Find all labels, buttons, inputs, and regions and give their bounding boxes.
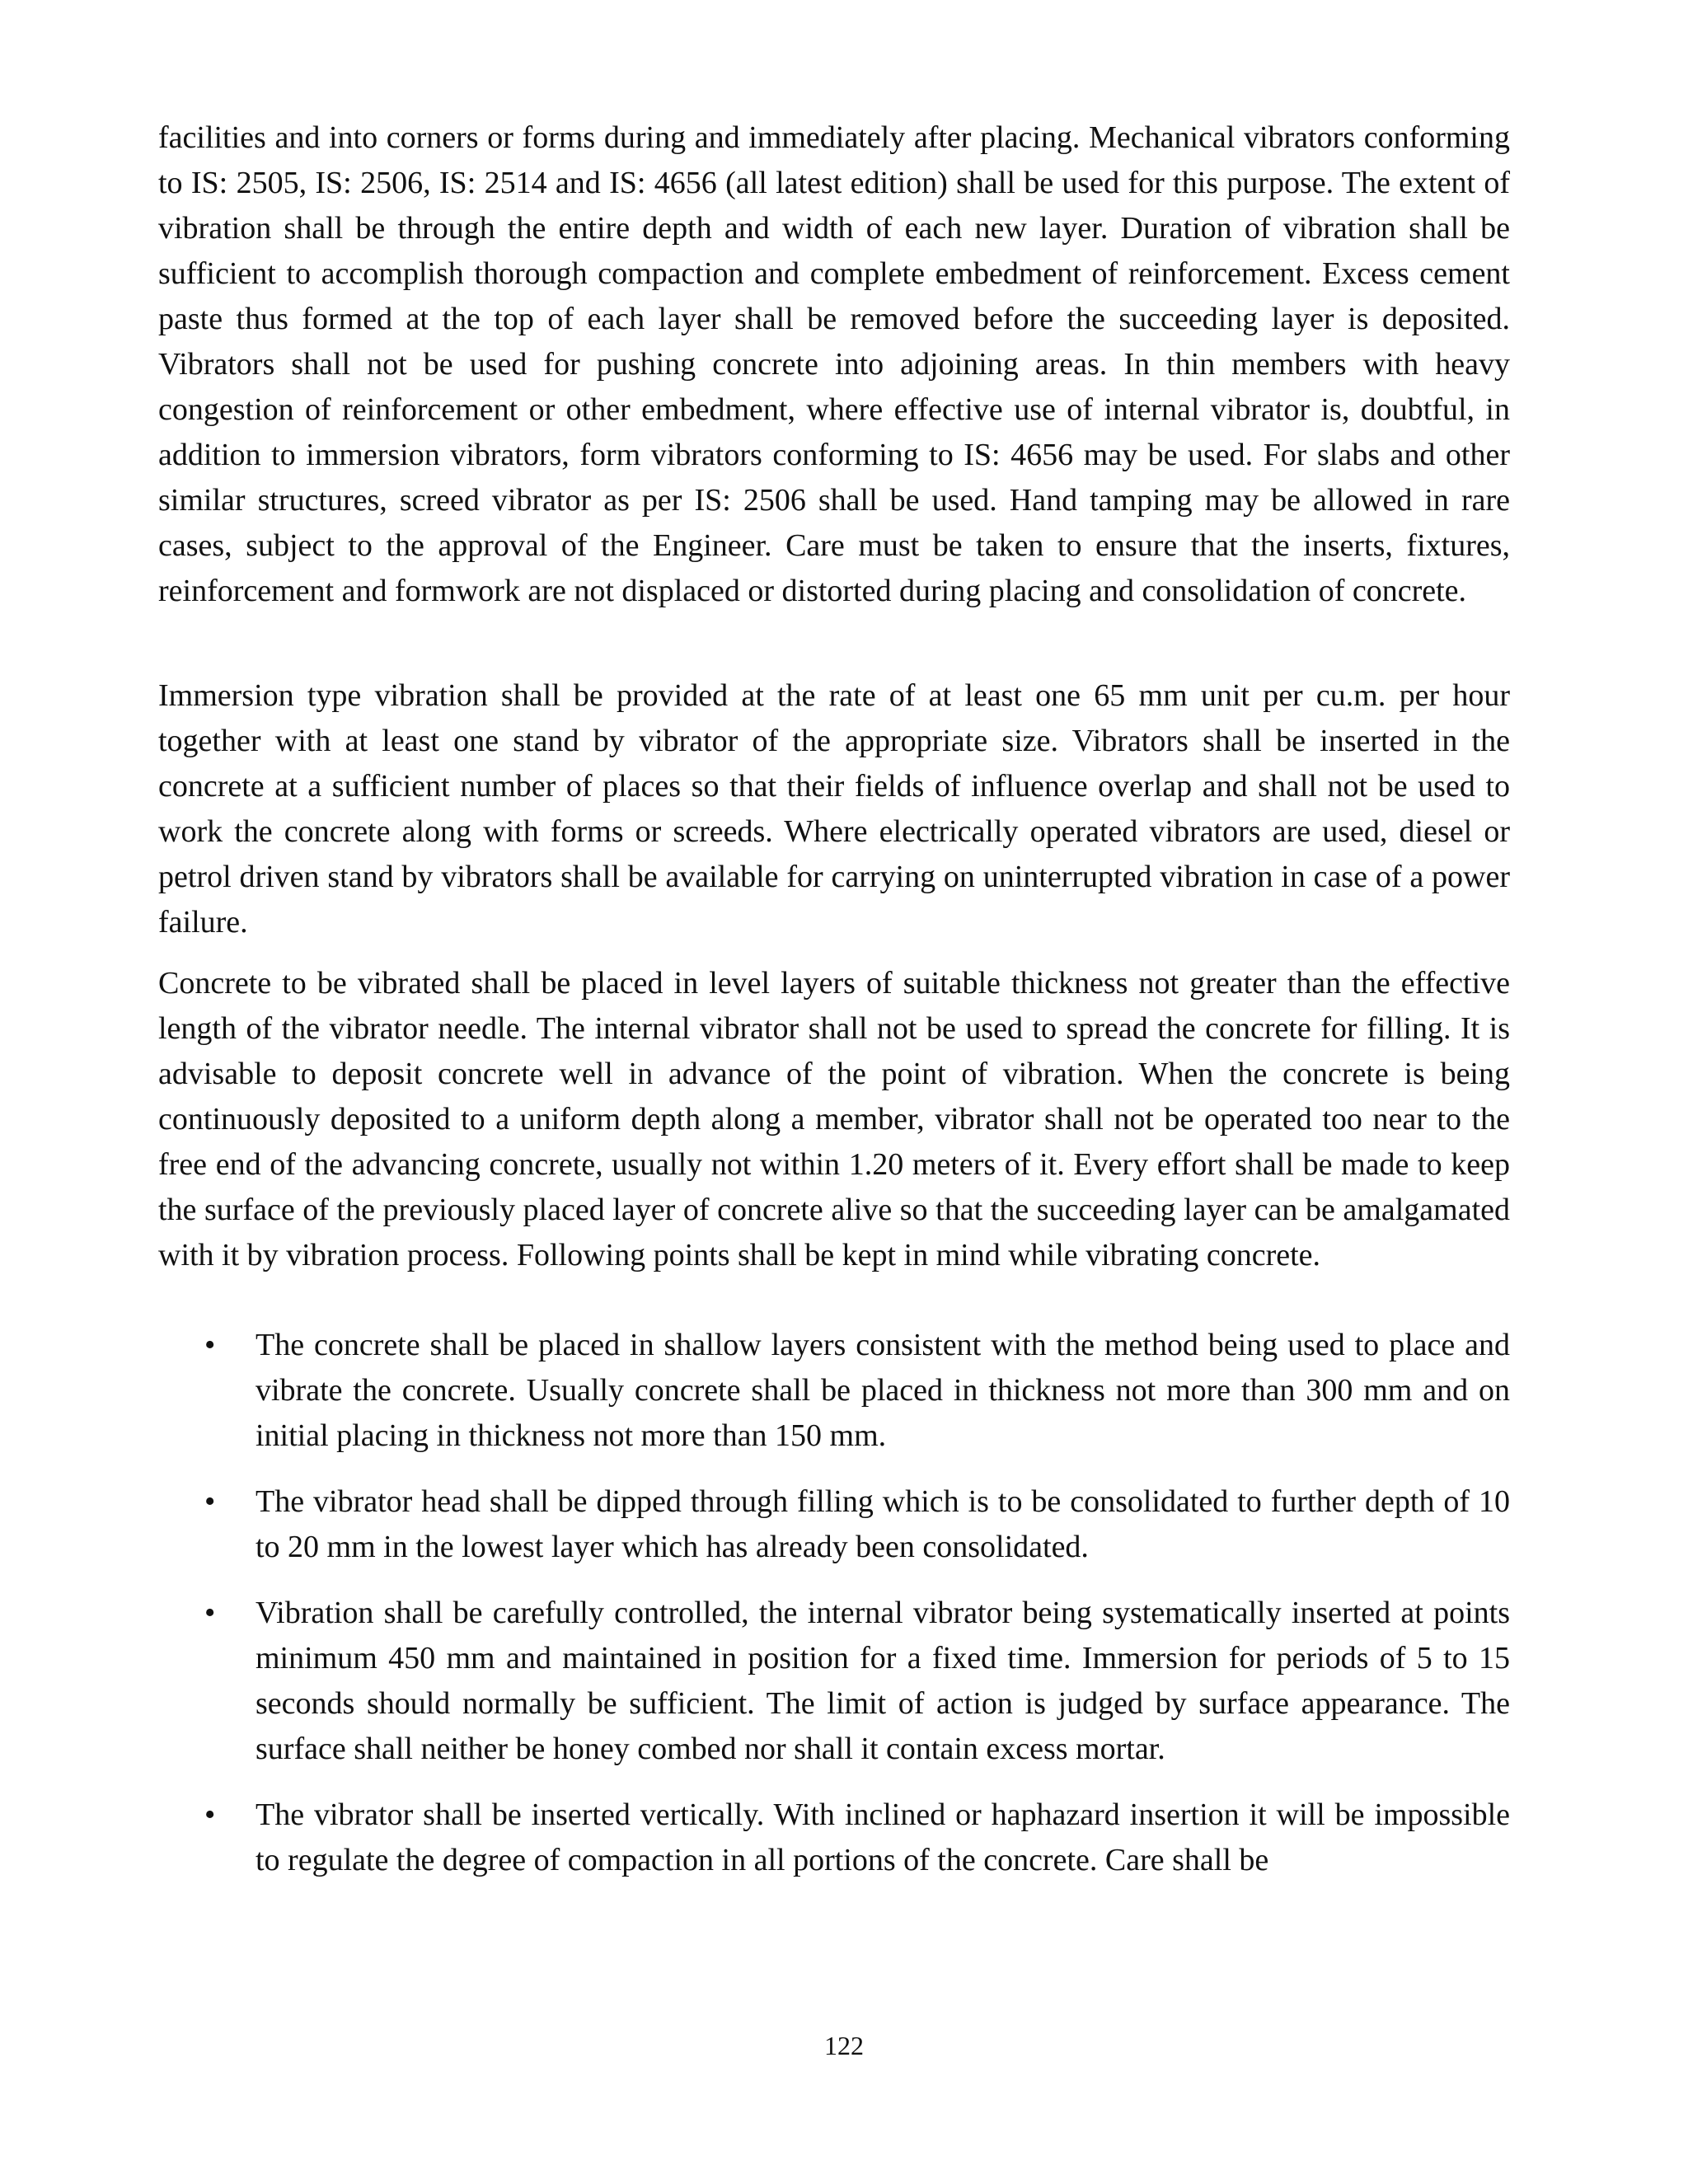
list-item-text: The vibrator head shall be dipped through filling which is to be consolidated to further depth of 10 to 20 mm in the lowest layer which has already been consolidated. [256, 1484, 1510, 1564]
page-number: 122 [824, 2031, 864, 2060]
bullet-icon: • [204, 1328, 216, 1362]
list-item-text: The vibrator shall be inserted vertically. With inclined or haphazard insertion it will be impossible to regulate the degree of compaction in all portions of the concrete. Care shall be [256, 1797, 1510, 1877]
list-item [158, 1591, 1510, 1772]
list-item [158, 1793, 1510, 1883]
list-item [158, 1323, 1510, 1459]
bullet-icon: • [204, 1797, 216, 1832]
vibration-points-list [158, 1323, 1510, 1883]
paragraph-immersion-vibration: Immersion type vibration shall be provided at the rate of at least one 65 mm unit per cu.m. per hour together with at least one stand by vibrator of the appropriate size. Vibrators shall be inserted in the concrete at a sufficient number of places so that their fields of influence overlap and shall not be used to work the concrete along with forms or screeds. Where electrically operated vibrators are used, diesel or petrol driven stand by vibrators shall be available for carrying on uninterrupted vibration in case of a power failure. [158, 678, 1510, 940]
paragraph-vibration-methods: facilities and into corners or forms during and immediately after placing. Mechanical vibrators conforming to IS: 2505, IS: 2506, IS: 2514 and IS: 4656 (all latest edition) shall be used for this purpose. The extent of vibration shall be through the entire depth and width of each new layer. Duration of vibration shall be sufficient to accomplish thorough compaction and complete embedment of reinforcement. Excess cement paste thus formed at the top of each layer shall be removed before the succeeding layer is deposited. Vibrators shall not be used for pushing concrete into adjoining areas. In thin members with heavy congestion of reinforcement or other embedment, where effective use of internal vibrator is, doubtful, in addition to immersion vibrators, form vibrators conforming to IS: 4656 may be used. For slabs and other similar structures, screed vibrator as per IS: 2506 shall be used. Hand tamping may be allowed in rare cases, subject to the approval of the Engineer. Care must be taken to ensure that the inserts, fixtures, reinforcement and formwork are not displaced or distorted during placing and consolidation of concrete. [158, 120, 1510, 608]
list-item-text: Vibration shall be carefully controlled, the internal vibrator being systematically inserted at points minimum 450 mm and maintained in position for a fixed time. Immersion for periods of 5 to 15 seconds should normally be sufficient. The limit of action is judged by surface appearance. The surface shall neither be honey combed nor shall it contain excess mortar. [256, 1596, 1510, 1766]
bullet-icon: • [204, 1596, 216, 1630]
bullet-icon: • [204, 1484, 216, 1519]
list-item-text: The concrete shall be placed in shallow layers consistent with the method being used to place and vibrate the concrete. Usually concrete shall be placed in thickness not more than 300 mm and on initial placing in thickness not more than 150 mm. [256, 1328, 1510, 1453]
paragraph-layer-placement: Concrete to be vibrated shall be placed in level layers of suitable thickness not greater than the effective length of the vibrator needle. The internal vibrator shall not be used to spread the concrete for filling. It is advisable to deposit concrete well in advance of the point of vibration. When the concrete is being continuously deposited to a uniform depth along a member, vibrator shall not be operated too near to the free end of the advancing concrete, usually not within 1.20 meters of it. Every effort shall be made to keep the surface of the previously placed layer of concrete alive so that the succeeding layer can be amalgamated with it by vibration process. Following points shall be kept in mind while vibrating concrete. [158, 966, 1510, 1272]
document-page [158, 115, 1510, 1904]
list-item [158, 1479, 1510, 1570]
